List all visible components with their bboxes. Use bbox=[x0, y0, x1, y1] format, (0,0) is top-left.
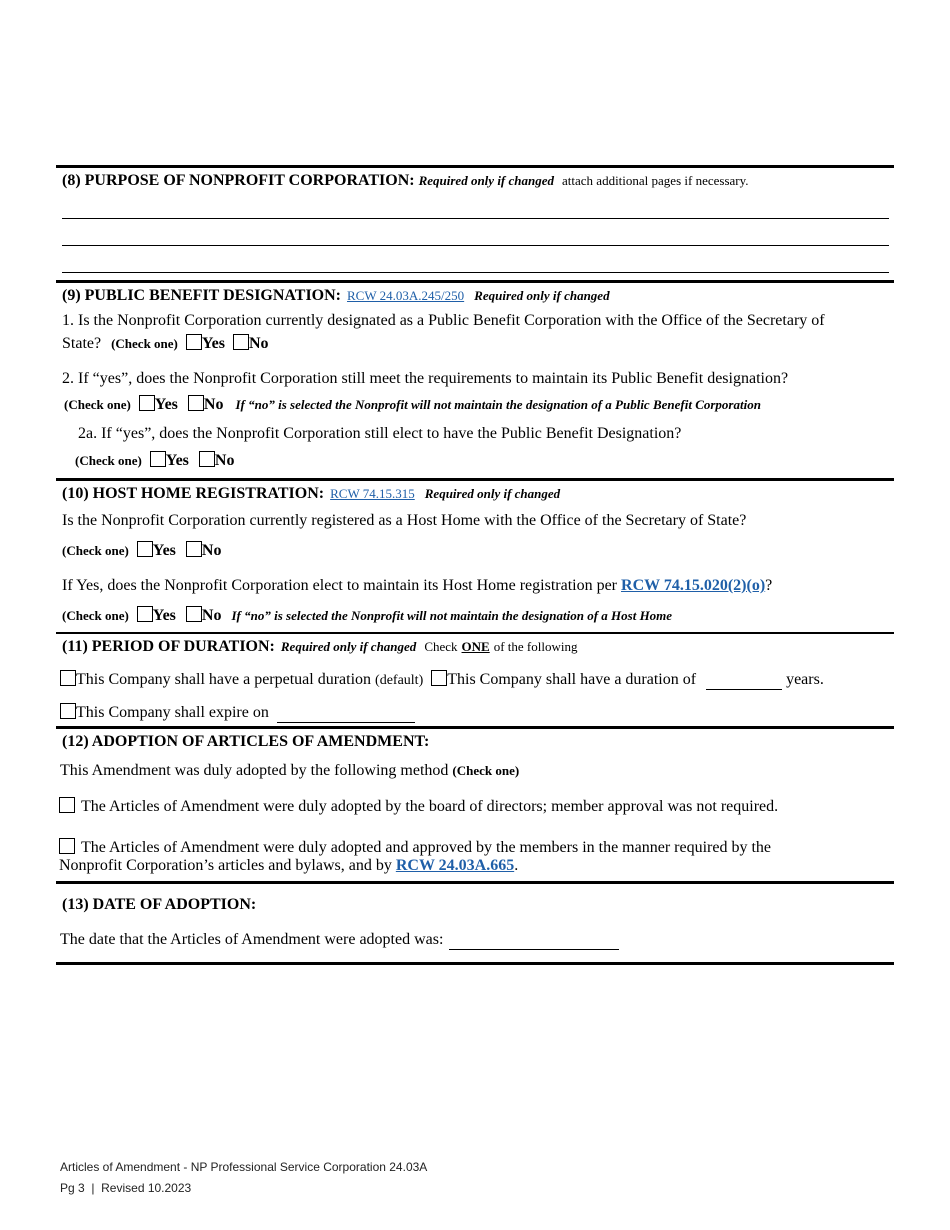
s10-q1-yes-checkbox[interactable] bbox=[137, 541, 153, 557]
s13-text: The date that the Articles of Amendment were adopted was: bbox=[60, 931, 444, 948]
s11-check-post: of the following bbox=[493, 639, 578, 654]
s9-q2-warning: If “no” is selected the Nonprofit will not maintain the designation of a Public Benefit Corporation bbox=[235, 397, 761, 412]
s12-opt2-line2: Nonprofit Corporation’s articles and bylaws, and by bbox=[59, 857, 392, 874]
s9-q2a-row bbox=[75, 451, 234, 470]
s12-opt2-row bbox=[59, 838, 771, 857]
section-10-heading: (10) HOST HOME REGISTRATION: bbox=[62, 485, 325, 502]
s9-q1-no-checkbox[interactable] bbox=[233, 334, 249, 350]
section-8-note: attach additional pages if necessary. bbox=[562, 173, 749, 188]
s10-q1: Is the Nonprofit Corporation currently registered as a Host Home with the Office of the Secretary of State? bbox=[62, 512, 747, 529]
section-12-heading: (12) ADOPTION OF ARTICLES OF AMENDMENT: bbox=[62, 733, 430, 750]
s12-opt2-line1: The Articles of Amendment were duly adopted and approved by the members in the manner required by the bbox=[81, 839, 772, 856]
purpose-line-2[interactable] bbox=[62, 245, 889, 246]
s9-q2: 2. If “yes”, does the Nonprofit Corporation still meet the requirements to maintain its Public Benefit designation? bbox=[62, 370, 789, 387]
s10-q2-prefix: If Yes, does the Nonprofit Corporation elect to maintain its Host Home registration per bbox=[62, 577, 618, 594]
s11-check-one: ONE bbox=[461, 639, 490, 654]
s9-q2a: 2a. If “yes”, does the Nonprofit Corporation still elect to have the Public Benefit Designation? bbox=[78, 425, 682, 442]
s11-opt2-suffix: years. bbox=[786, 671, 824, 688]
check-one-label: (Check one) bbox=[62, 608, 129, 623]
footer-title: Articles of Amendment - NP Professional Service Corporation 24.03A bbox=[60, 1160, 428, 1174]
s11-opt1: This Company shall have a perpetual duration bbox=[76, 671, 372, 688]
s9-q2-yes-checkbox[interactable] bbox=[139, 395, 155, 411]
s12-opt1: The Articles of Amendment were duly adopted by the board of directors; member approval was not required. bbox=[81, 798, 779, 815]
section-13-top-rule bbox=[56, 881, 894, 884]
s10-q2-yes-checkbox[interactable] bbox=[137, 606, 153, 622]
s12-opt2-line2-row bbox=[59, 857, 518, 875]
s9-q1-line2: State? bbox=[62, 335, 102, 352]
yes-label: Yes bbox=[201, 335, 225, 352]
s9-q1-yes-checkbox[interactable] bbox=[186, 334, 202, 350]
s11-check-pre: Check bbox=[424, 639, 458, 654]
s9-q2a-no-checkbox[interactable] bbox=[199, 451, 215, 467]
footer-page: Pg 3 | Revised 10.2023 bbox=[60, 1181, 192, 1195]
section-10-required: Required only if changed bbox=[424, 486, 561, 501]
check-one-label: (Check one) bbox=[452, 763, 520, 778]
s12-intro: This Amendment was duly adopted by the following method bbox=[60, 762, 449, 779]
s10-q2-warning: If “no” is selected the Nonprofit will not maintain the designation of a Host Home bbox=[231, 608, 673, 623]
section-8-top-rule bbox=[56, 165, 894, 168]
check-one-label: (Check one) bbox=[75, 453, 142, 468]
s9-q2-row bbox=[64, 395, 761, 414]
s11-expire-date-field[interactable] bbox=[277, 704, 415, 723]
s13-row bbox=[60, 931, 619, 950]
no-label: No bbox=[249, 335, 269, 352]
yes-label: Yes bbox=[165, 452, 189, 469]
section-11-required: Required only if changed bbox=[280, 639, 417, 654]
section-13-heading: (13) DATE OF ADOPTION: bbox=[62, 896, 257, 913]
s12-opt1-row bbox=[59, 797, 778, 816]
s10-q2-no-checkbox[interactable] bbox=[186, 606, 202, 622]
s11-perpetual-checkbox[interactable] bbox=[60, 670, 76, 686]
s9-q1-row bbox=[62, 334, 269, 353]
s10-q1-no-checkbox[interactable] bbox=[186, 541, 202, 557]
section-9-header bbox=[62, 287, 610, 305]
s12-opt2-end: . bbox=[514, 857, 519, 874]
s11-duration-checkbox[interactable] bbox=[431, 670, 447, 686]
section-13-bottom-rule bbox=[56, 962, 894, 965]
check-one-label: (Check one) bbox=[62, 543, 129, 558]
s12-intro-row bbox=[60, 762, 519, 780]
s9-q1-line1: 1. Is the Nonprofit Corporation currently designated as a Public Benefit Corporation with the Office of the Secretary of bbox=[62, 312, 825, 329]
s10-q2-row bbox=[62, 577, 772, 595]
section-9-top-rule bbox=[56, 280, 894, 283]
s11-opt3: This Company shall expire on bbox=[76, 704, 269, 721]
check-one-label: (Check one) bbox=[111, 336, 178, 351]
s11-opt1-default: (default) bbox=[375, 673, 424, 688]
s10-q2-check-row bbox=[62, 606, 672, 625]
purpose-line-3[interactable] bbox=[62, 272, 889, 273]
section-11-header bbox=[62, 638, 577, 656]
s10-q2-rcw-link[interactable]: RCW 74.15.020(2)(o) bbox=[621, 577, 766, 594]
s10-q2-suffix: ? bbox=[765, 577, 773, 594]
section-8-header bbox=[62, 172, 749, 190]
section-11-heading: (11) PERIOD OF DURATION: bbox=[62, 638, 275, 655]
section-10-rcw-link[interactable]: RCW 74.15.315 bbox=[330, 486, 415, 501]
s10-q1-row bbox=[62, 541, 221, 560]
section-10-header bbox=[62, 485, 560, 503]
section-9-rcw-link[interactable]: RCW 24.03A.245/250 bbox=[347, 288, 465, 303]
s12-rcw-link[interactable]: RCW 24.03A.665 bbox=[395, 857, 515, 874]
section-8-heading: (8) PURPOSE OF NONPROFIT CORPORATION: bbox=[62, 172, 415, 189]
section-9-required: Required only if changed bbox=[474, 288, 610, 303]
section-10-top-rule bbox=[56, 478, 894, 481]
section-11-top-rule bbox=[56, 632, 894, 634]
s11-options-row-2 bbox=[60, 703, 415, 723]
s12-board-checkbox[interactable] bbox=[59, 797, 75, 813]
s9-q2a-yes-checkbox[interactable] bbox=[150, 451, 166, 467]
yes-label: Yes bbox=[152, 542, 176, 559]
no-label: No bbox=[201, 607, 222, 624]
s11-opt2: This Company shall have a duration of bbox=[447, 671, 697, 688]
s12-members-checkbox[interactable] bbox=[59, 838, 75, 854]
check-one-label: (Check one) bbox=[64, 397, 131, 412]
section-12-top-rule bbox=[56, 726, 894, 729]
yes-label: Yes bbox=[154, 396, 178, 413]
s11-expire-checkbox[interactable] bbox=[60, 703, 76, 719]
purpose-line-1[interactable] bbox=[62, 218, 889, 219]
section-9-heading: (9) PUBLIC BENEFIT DESIGNATION: bbox=[62, 287, 342, 304]
no-label: No bbox=[203, 396, 224, 413]
s11-years-field[interactable] bbox=[706, 671, 782, 690]
s9-q2-no-checkbox[interactable] bbox=[188, 395, 204, 411]
section-8-required: Required only if changed bbox=[418, 173, 555, 188]
no-label: No bbox=[201, 542, 222, 559]
s11-options-row-1 bbox=[60, 670, 824, 690]
adoption-date-field[interactable] bbox=[449, 931, 619, 950]
yes-label: Yes bbox=[152, 607, 176, 624]
no-label: No bbox=[214, 452, 235, 469]
